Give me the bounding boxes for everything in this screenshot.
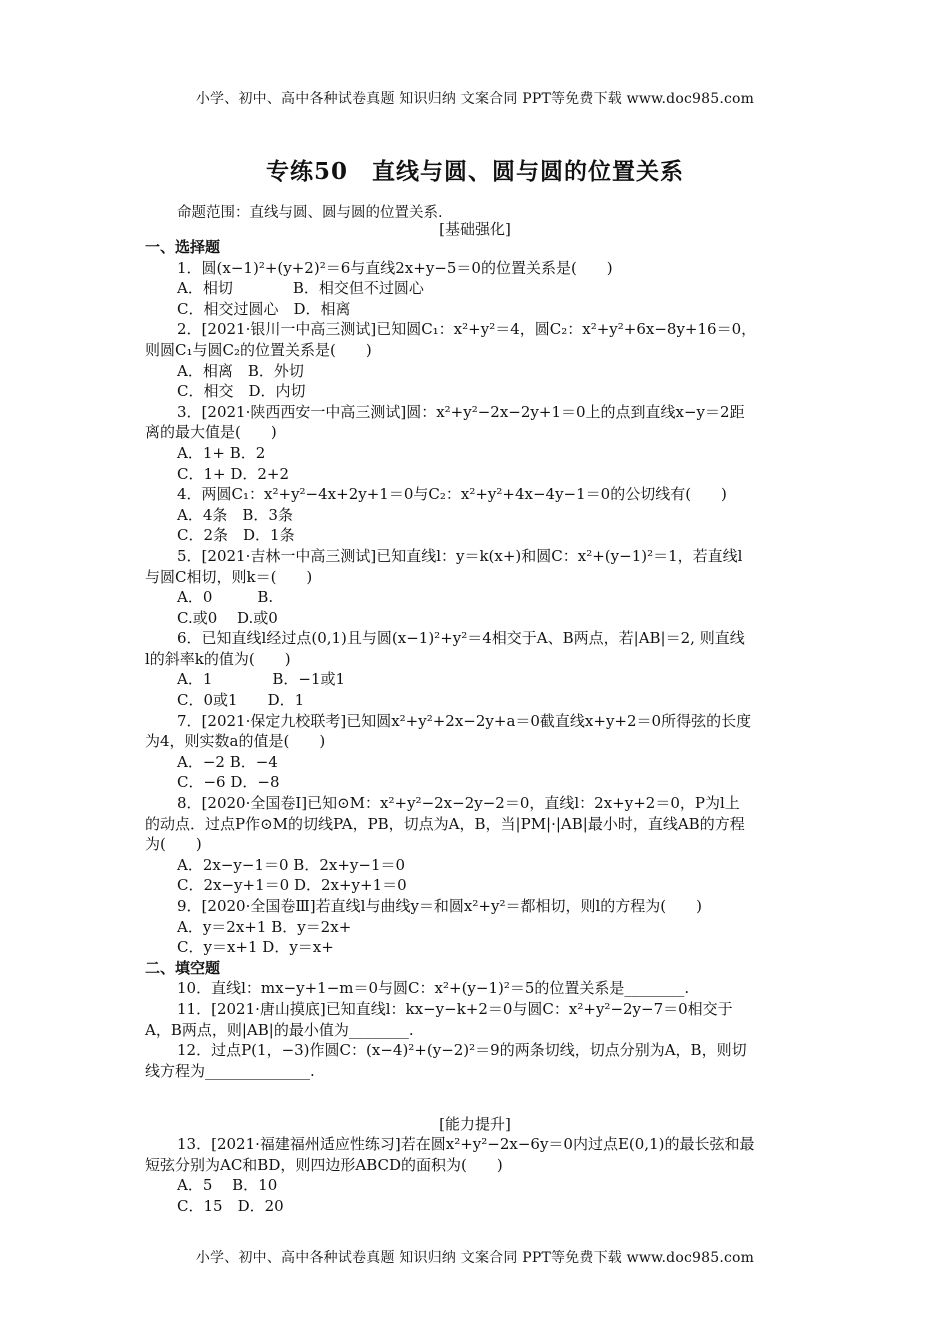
option-line: A．0 B. — [177, 588, 274, 607]
option-line: A．−2 B．−4 — [177, 752, 278, 771]
question-line: 短弦分别为AC和BD，则四边形ABCD的面积为( ) — [145, 1155, 503, 1174]
page-header: 小学、初中、高中各种试卷真题 知识归纳 文案合同 PPT等免费下载 www.doc985.com — [195, 91, 755, 107]
question-line: 3．[2021·陕西西安一中高三测试]圆：x²+y²−2x−2y+1＝0上的点到直线x−y＝2距 — [177, 402, 745, 421]
question-line: 5．[2021·吉林一中高三测试]已知直线l：y＝k(x+)和圆C：x²+(y−1)²＝1，若直线l — [177, 546, 743, 565]
option-line: A．5 B．10 — [177, 1176, 278, 1195]
heading-fill: 二、填空题 — [145, 958, 221, 977]
heading-choice: 一、选择题 — [145, 238, 221, 256]
page-title: 专练50 直线与圆、圆与圆的位置关系 — [265, 158, 684, 185]
question-line: 则圆C₁与圆C₂的位置关系是( ) — [145, 340, 372, 359]
option-line: A．2x−y−1＝0 B．2x+y−1＝0 — [177, 855, 406, 874]
scope-text: 命题范围：直线与圆、圆与圆的位置关系. — [177, 205, 443, 221]
option-line: C．15 D．20 — [177, 1196, 284, 1215]
option-line: C．0或1 D．1 — [177, 691, 305, 710]
question-list — [145, 237, 810, 1081]
option-line: C．−6 D．−8 — [177, 773, 280, 792]
option-line: C．y＝x+1 D．y＝x+ — [177, 938, 334, 957]
option-line: A．4条 B．3条 — [177, 505, 293, 524]
question-line: 离的最大值是( ) — [145, 423, 277, 442]
option-line: C．相交过圆心 D．相离 — [177, 299, 351, 318]
option-line: A．相切 B．相交但不过圆心 — [177, 279, 424, 298]
option-line: C.或0 D.或0 — [177, 608, 278, 627]
question-line: 为( ) — [145, 835, 202, 854]
option-line: A．1+ B．2 — [177, 443, 266, 462]
question-line: l的斜率k的值为( ) — [145, 649, 291, 668]
option-line: C．2x−y+1＝0 D．2x+y+1＝0 — [177, 876, 407, 895]
question-line: 13．[2021·福建福州适应性练习]若在圆x²+y²−2x−6y＝0内过点E(0,1)的最长弦和最 — [177, 1135, 755, 1153]
option-line: C．2条 D．1条 — [177, 526, 295, 545]
question-line: 为4，则实数a的值是( ) — [145, 732, 326, 751]
question-line: 10．直线l：mx−y+1−m＝0与圆C：x²+(y−1)²＝5的位置关系是________. — [177, 979, 690, 998]
option-line: A．相离 B．外切 — [177, 361, 304, 380]
option-line: C．相交 D．内切 — [177, 382, 306, 401]
option-line: A．y＝2x+1 B．y＝2x+ — [177, 917, 352, 936]
question-line: 2．[2021·银川一中高三测试]已知圆C₁：x²+y²＝4，圆C₂：x²+y²+6x−8y+16＝0， — [177, 320, 757, 339]
option-line: A．1 B．−1或1 — [177, 670, 346, 689]
question-line: 1．圆(x−1)²+(y+2)²＝6与直线2x+y−5＝0的位置关系是( ) — [177, 258, 613, 277]
question-line: 的动点．过点P作⊙M的切线PA，PB，切点为A，B，当|PM|·|AB|最小时，直线AB的方程 — [145, 814, 745, 833]
question-line: 线方程为______________. — [145, 1061, 315, 1080]
question-line: 4．两圆C₁：x²+y²−4x+2y+1＝0与C₂：x²+y²+4x−4y−1＝0的公切线有( ) — [177, 485, 727, 504]
question-line: A，B两点，则|AB|的最小值为________. — [145, 1020, 414, 1039]
section-advanced: [能力提升] — [439, 1115, 511, 1133]
question-line: 6．已知直线l经过点(0,1)且与圆(x−1)²+y²＝4相交于A、B两点，若|AB|＝2, 则直线 — [177, 629, 745, 648]
question-line: 11．[2021·唐山摸底]已知直线l：kx−y−k+2＝0与圆C：x²+y²−2y−7＝0相交于 — [177, 999, 733, 1018]
question-line: 12．过点P(1，−3)作圆C：(x−4)²+(y−2)²＝9的两条切线，切点分别为A，B，则切 — [177, 1041, 747, 1060]
question-line: 8．[2020·全国卷Ⅰ]已知⊙M：x²+y²−2x−2y−2＝0，直线l：2x+y+2＝0，P为l上 — [177, 794, 740, 813]
page-footer: 小学、初中、高中各种试卷真题 知识归纳 文案合同 PPT等免费下载 www.doc985.com — [195, 1250, 755, 1266]
section-basic: [基础强化] — [439, 220, 511, 238]
question-line: 9．[2020·全国卷Ⅲ]若直线l与曲线y＝和圆x²+y²＝都相切，则l的方程为( ) — [177, 897, 702, 915]
option-line: C．1+ D．2+2 — [177, 464, 290, 483]
question-line: 与圆C相切，则k＝( ) — [145, 567, 313, 586]
question-list-advanced — [145, 1134, 810, 1216]
question-line: 7．[2021·保定九校联考]已知圆x²+y²+2x−2y+a＝0截直线x+y+2＝0所得弦的长度 — [177, 711, 752, 730]
